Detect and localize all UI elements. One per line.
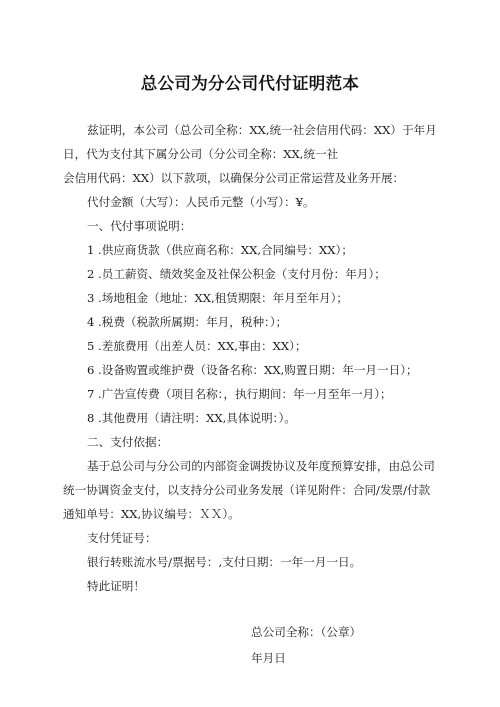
item-2: 2 .员工薪资、绩效奖金及社保公积金（支付月份：年月）； [87,267,386,281]
document-title: 总公司为分公司代付证明范本 [140,74,360,93]
item-7: 7 .广告宣传费（项目名称：，执行期间：年一月至年一月）； [87,387,392,401]
signature-date: 年月日 [251,651,286,665]
item-1: 1 .供应商货款（供应商名称：XX,合同编号：XX）； [87,243,353,257]
item-3: 3 .场地租金（地址：XX,租赁期限：年月至年月）； [87,291,349,305]
basis-line-3: 通知单号：XX,协议编号：ＸＸ）。 [63,507,240,521]
item-6: 6 .设备购置或维护费（设备名称：XX,购置日期：年一月一日）； [87,363,418,377]
item-5: 5 .差旅费用（出差人员：XX,事由：XX）； [87,339,307,353]
basis-line-1: 基于总公司与分公司的内部资金调拨协议及年度预算安排，由总公司 [87,459,435,473]
basis-line-2: 统一协调资金支付，以支持分公司业务发展（详见附件：合同/发票/付款 [63,483,431,497]
section1-heading: 一、代付事项说明： [87,219,192,233]
item-8: 8 .其他费用（请注明：XX,具体说明：）。 [87,411,296,425]
intro-line-2: 日，代为支付其下属分公司（分公司全称：XX,统一社 [63,147,339,161]
voucher-label: 支付凭证号： [87,531,157,545]
intro-line-3: 会信用代码：XX）以下款项，以确保分公司正常运营及业务开展： [63,171,405,185]
transfer-line: 银行转账流水号/票据号：,支付日期：一年一月一日。 [87,555,362,569]
item-4: 4 .税费（税款所属期：年月，税种：）； [87,315,288,329]
closing-line: 特此证明！ [87,579,145,593]
amount-line: 代付金额（大写）：人民币元整（小写）：¥。 [87,195,315,209]
intro-line-1: 兹证明，本公司（总公司全称：XX,统一社会信用代码：XX）于年月 [87,123,437,137]
signature-company: 总公司全称：（公章） [251,625,362,639]
section2-heading: 二、支付依据： [87,435,169,449]
